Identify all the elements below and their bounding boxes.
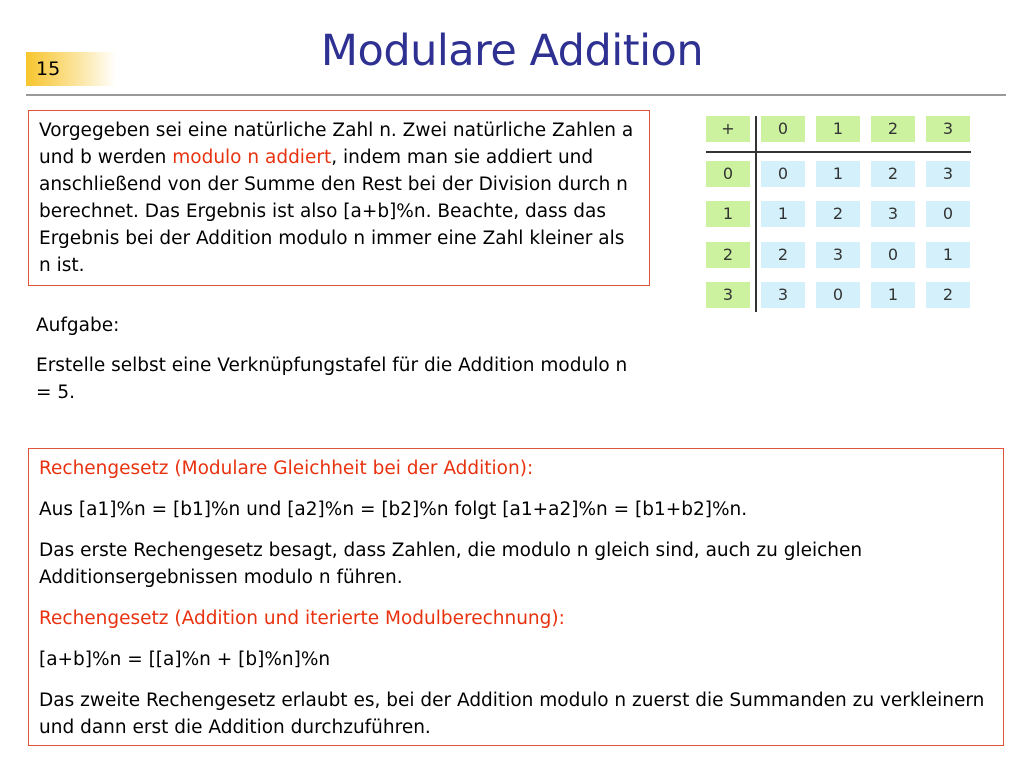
table-cell: 2 [816,201,860,227]
table-cell: 2 [926,282,970,308]
table-cell: 3 [926,161,970,187]
task-section [36,312,636,419]
table-cell: 1 [816,161,860,187]
table-cell: 2 [761,242,805,268]
table-cell: 0 [871,242,915,268]
table-horizontal-rule [706,151,971,153]
table-cell: 3 [871,201,915,227]
page-title: Modulare Addition [320,26,704,76]
intro-text-after: , indem man sie addiert und anschließend von der Summe den Rest bei der Division durch n berechnet. Das Ergebnis ist also [a+b]%n. Beachte, dass das Ergebnis bei der Addition modulo n immer eine Zahl kleiner als n ist. [39,147,628,276]
table-row-head: 3 [706,282,750,308]
laws-box [28,448,1004,746]
table-row-head: 0 [706,161,750,187]
table-col-head: 0 [761,116,805,142]
table-row-head: 2 [706,242,750,268]
law1-formula: Aus [a1]%n = [b1]%n und [a2]%n = [b2]%n folgt [a1+a2]%n = [b1+b2]%n. [39,499,748,520]
table-operator: + [706,116,750,142]
table-cell: 1 [926,242,970,268]
law2-title: Rechengesetz (Addition und iterierte Modulberechnung): [39,608,565,629]
table-cell: 0 [761,161,805,187]
law1-explanation: Das erste Rechengesetz besagt, dass Zahlen, die modulo n gleich sind, auch zu gleichen Additionsergebnissen modulo n führen. [39,540,863,588]
table-col-head: 2 [871,116,915,142]
intro-box [28,110,650,286]
table-cell: 3 [761,282,805,308]
table-cell: 1 [761,201,805,227]
task-text: Erstelle selbst eine Verknüpfungstafel für die Addition modulo n = 5. [36,355,628,403]
table-cell: 0 [926,201,970,227]
slide-number: 15 [26,52,116,86]
addition-table [706,116,971,312]
table-row-head: 1 [706,201,750,227]
table-cell: 0 [816,282,860,308]
intro-highlight: modulo n addiert [172,147,332,168]
intro-text-before: Vorgegeben sei eine natürliche Zahl n. Zwei natürliche Zahlen a und b werden [39,120,634,168]
law2-formula: [a+b]%n = [[a]%n + [b]%n]%n [39,649,331,670]
table-vertical-rule [755,116,757,312]
table-col-head: 1 [816,116,860,142]
law2-explanation: Das zweite Rechengesetz erlaubt es, bei der Addition modulo n zuerst die Summanden zu verkleinern und dann erst die Addition durchzuführen. [39,690,985,738]
task-heading: Aufgabe: [36,315,120,336]
table-col-head: 3 [926,116,970,142]
table-cell: 3 [816,242,860,268]
title-divider [26,94,1006,96]
table-cell: 1 [871,282,915,308]
law1-title: Rechengesetz (Modulare Gleichheit bei der Addition): [39,458,534,479]
table-cell: 2 [871,161,915,187]
